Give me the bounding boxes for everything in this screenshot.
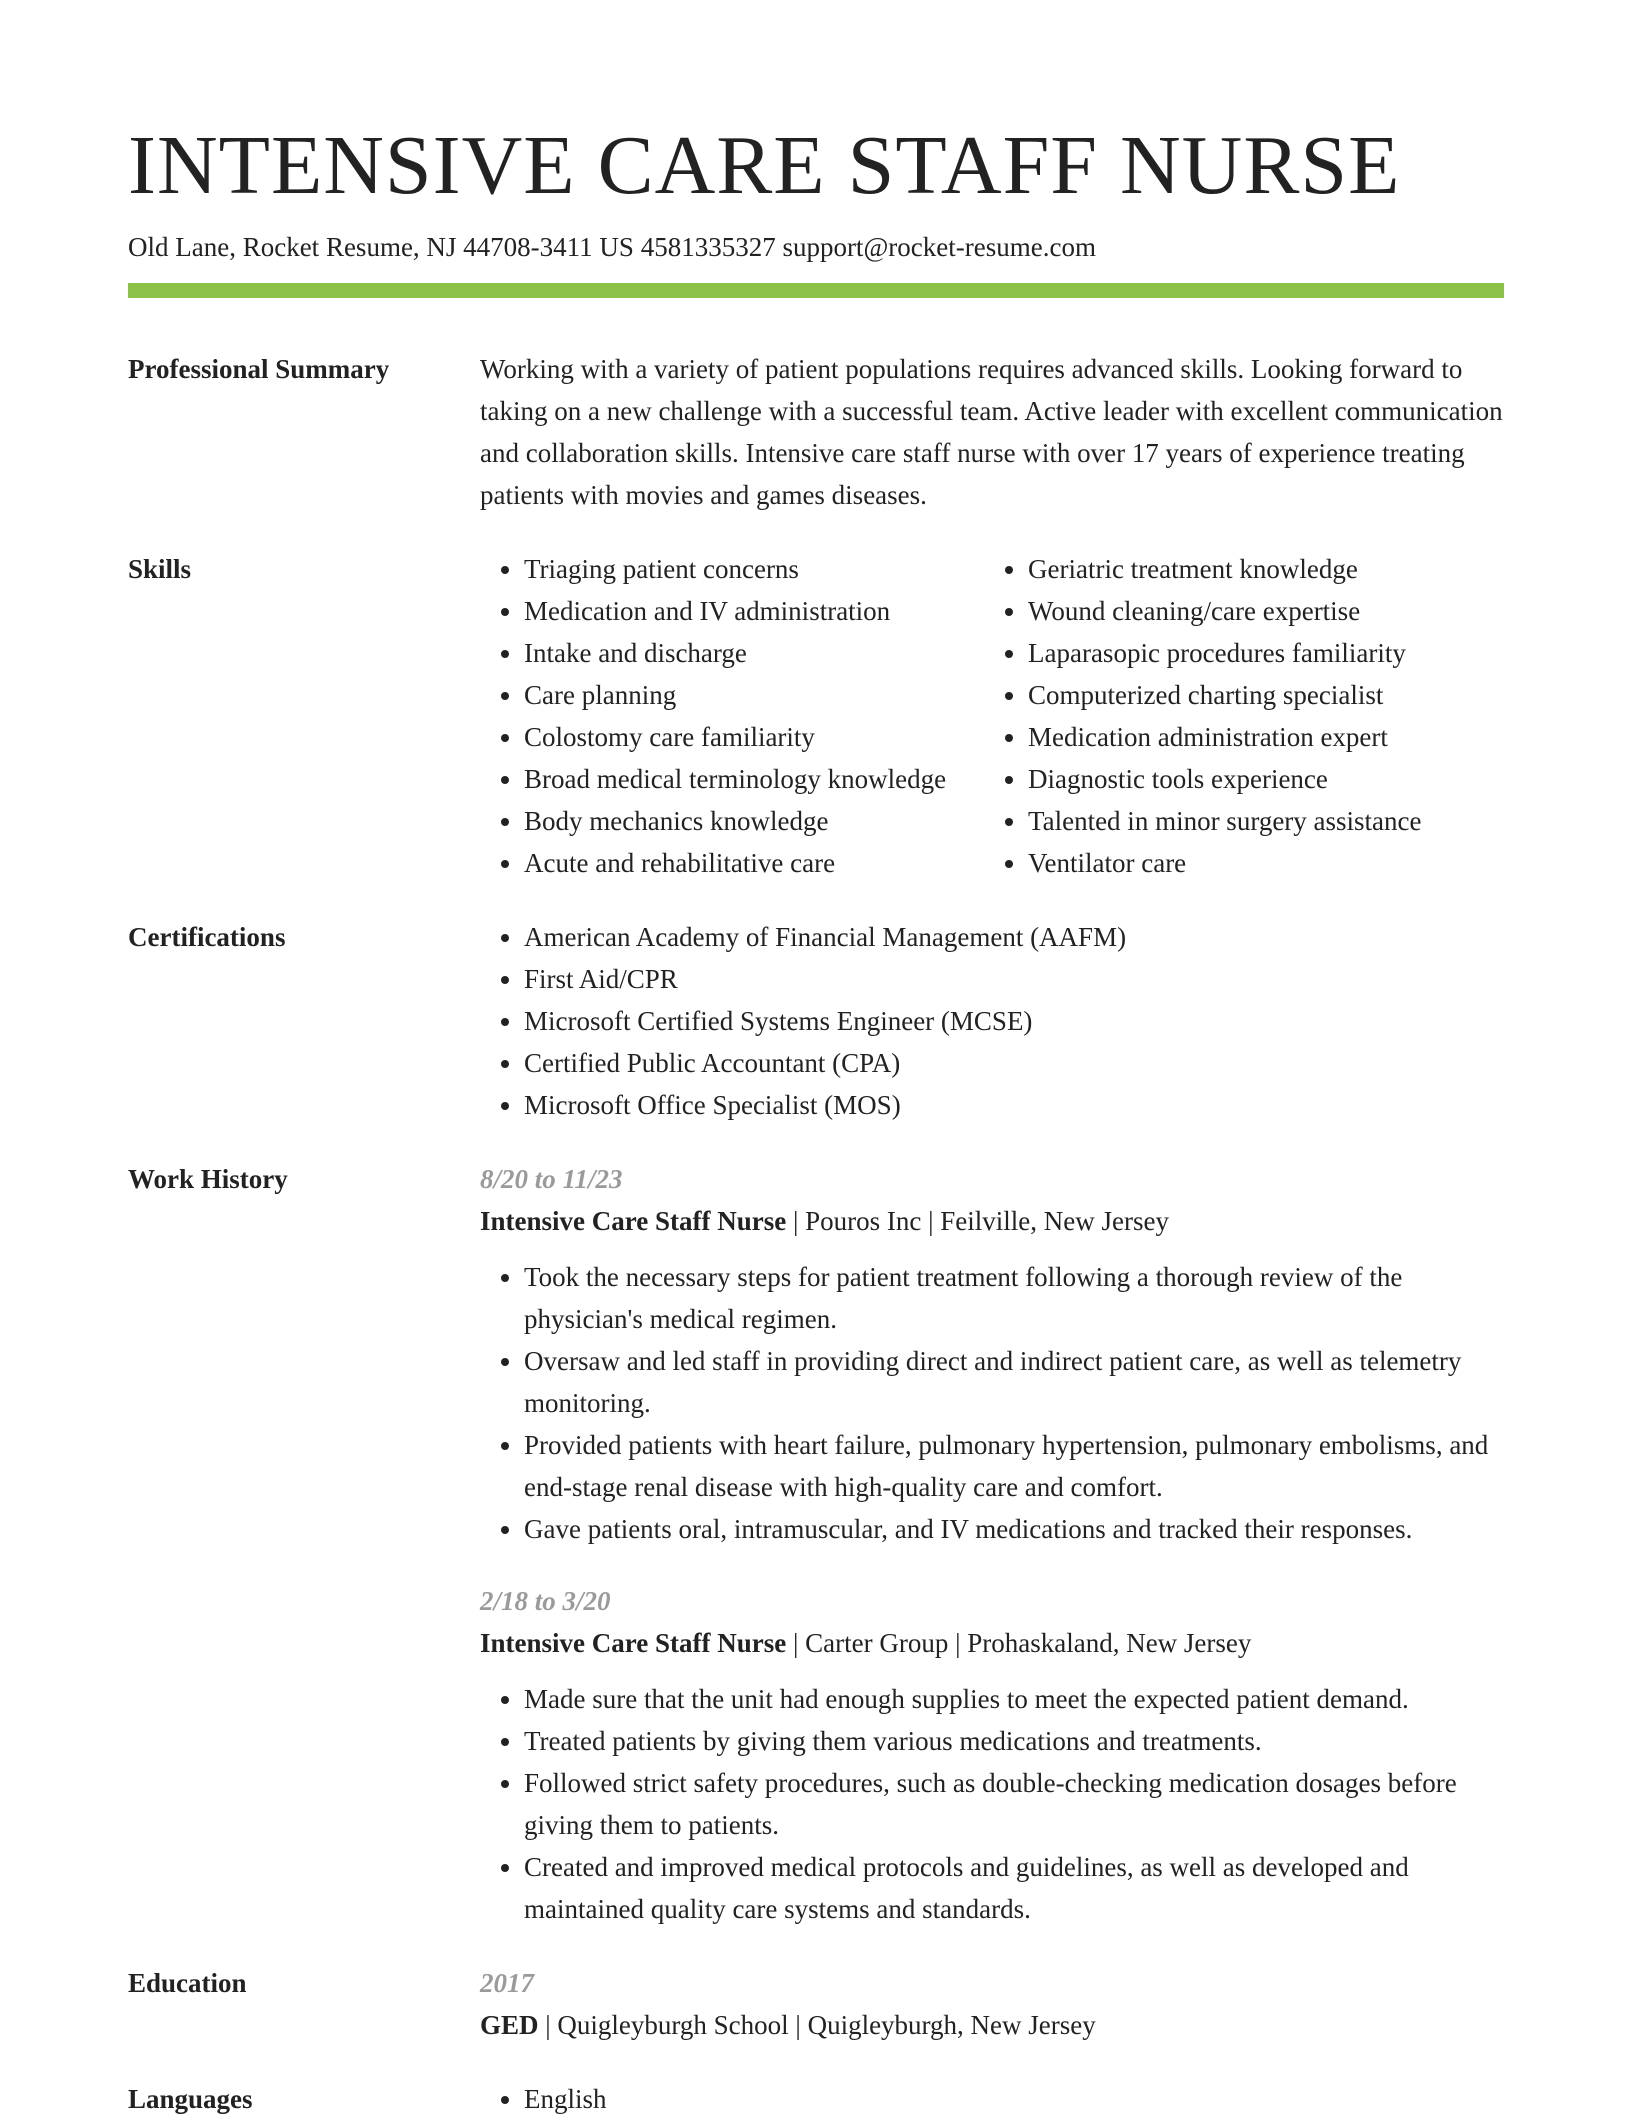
job-title-line xyxy=(480,1200,1504,1242)
job-bullet: • Created and improved medical protocols and guidelines, as well as developed and maintained quality care systems and standards. xyxy=(524,1846,1504,1930)
languages-section xyxy=(128,2078,1504,2120)
certification-item: • Microsoft Certified Systems Engineer (MCSE) xyxy=(524,1000,1504,1042)
certifications-heading: Certifications xyxy=(128,922,286,953)
job-title-line xyxy=(480,1622,1504,1664)
certification-item: • Certified Public Accountant (CPA) xyxy=(524,1042,1504,1084)
contact-line xyxy=(128,230,1504,265)
skills-heading: Skills xyxy=(128,554,192,585)
job-bullet: • Took the necessary steps for patient treatment following a thorough review of the physician's medical regimen. xyxy=(524,1256,1504,1340)
skill-item: • Geriatric treatment knowledge xyxy=(1028,548,1488,590)
skill-item: • Medication administration expert xyxy=(1028,716,1488,758)
job-bullet: • Oversaw and led staff in providing direct and indirect patient care, as well as telemetry monitoring. xyxy=(524,1340,1504,1424)
skills-section xyxy=(128,548,1504,884)
languages-list xyxy=(480,2078,1504,2120)
education-details: | Quigleyburgh School | Quigleyburgh, New Jersey xyxy=(538,2010,1096,2041)
job-entry xyxy=(480,1158,1504,1550)
education-degree: GED xyxy=(480,2010,539,2041)
skill-item: • Wound cleaning/care expertise xyxy=(1028,590,1488,632)
job-role: Intensive Care Staff Nurse xyxy=(480,1628,787,1659)
skill-item: • Diagnostic tools experience xyxy=(1028,758,1488,800)
job-dates: 8/20 to 11/23 xyxy=(480,1164,623,1195)
job-bullets xyxy=(480,1678,1504,1930)
job-details: | Pouros Inc | Feilville, New Jersey xyxy=(786,1206,1169,1237)
skill-item: • Computerized charting specialist xyxy=(1028,674,1488,716)
skill-item: • Acute and rehabilitative care xyxy=(524,842,984,884)
job-bullet: • Followed strict safety procedures, such as double-checking medication dosages before giving them to patients. xyxy=(524,1762,1504,1846)
skill-item: • Care planning xyxy=(524,674,984,716)
skill-item: • Talented in minor surgery assistance xyxy=(1028,800,1488,842)
skill-item: • Colostomy care familiarity xyxy=(524,716,984,758)
certification-item: • Microsoft Office Specialist (MOS) xyxy=(524,1084,1504,1126)
job-bullet: • Gave patients oral, intramuscular, and IV medications and tracked their responses. xyxy=(524,1508,1504,1550)
skill-item: • Laparasopic procedures familiarity xyxy=(1028,632,1488,674)
certification-item: • First Aid/CPR xyxy=(524,958,1504,1000)
header-divider xyxy=(128,283,1504,298)
summary-section xyxy=(128,348,1504,516)
languages-heading: Languages xyxy=(128,2084,253,2115)
certifications-list xyxy=(480,916,1504,1126)
skill-item: • Intake and discharge xyxy=(524,632,984,674)
job-bullet: • Provided patients with heart failure, pulmonary hypertension, pulmonary embolisms, and end-stage renal disease with high-quality care and comfort. xyxy=(524,1424,1504,1508)
language-item: • English xyxy=(524,2078,1504,2120)
job-role: Intensive Care Staff Nurse xyxy=(480,1206,787,1237)
contact-phone: 4581335327 xyxy=(640,232,776,263)
job-entry xyxy=(480,1580,1504,1930)
work-history-heading: Work History xyxy=(128,1164,288,1195)
skills-list-right xyxy=(984,548,1488,884)
job-dates: 2/18 to 3/20 xyxy=(480,1586,611,1617)
education-line xyxy=(480,2004,1504,2046)
resume-title: INTENSIVE CARE STAFF NURSE xyxy=(128,119,1401,212)
job-bullet: • Treated patients by giving them various medications and treatments. xyxy=(524,1720,1504,1762)
contact-address: Old Lane, Rocket Resume, NJ 44708-3411 US xyxy=(128,232,634,263)
job-bullet: • Made sure that the unit had enough supplies to meet the expected patient demand. xyxy=(524,1678,1504,1720)
job-details: | Carter Group | Prohaskaland, New Jersey xyxy=(786,1628,1252,1659)
skill-item: • Body mechanics knowledge xyxy=(524,800,984,842)
resume-page xyxy=(128,120,1504,2120)
education-year: 2017 xyxy=(480,1968,534,1999)
skills-list-left xyxy=(480,548,984,884)
summary-text: Working with a variety of patient populations requires advanced skills. Looking forward to taking on a new challenge with a successful team. Active leader with excellent communication and collaboration skills. Intensive care staff nurse with over 17 years of experience treating patients with movies and games diseases. xyxy=(480,354,1503,511)
work-history-section xyxy=(128,1158,1504,1930)
education-heading: Education xyxy=(128,1968,247,1999)
skill-item: • Triaging patient concerns xyxy=(524,548,984,590)
skill-item: • Ventilator care xyxy=(1028,842,1488,884)
summary-heading: Professional Summary xyxy=(128,354,390,385)
certification-item: • American Academy of Financial Management (AAFM) xyxy=(524,916,1504,958)
job-bullets xyxy=(480,1256,1504,1550)
education-section xyxy=(128,1962,1504,2046)
skill-item: • Broad medical terminology knowledge xyxy=(524,758,984,800)
contact-email[interactable]: support@rocket-resume.com xyxy=(782,232,1096,263)
certifications-section xyxy=(128,916,1504,1126)
skill-item: • Medication and IV administration xyxy=(524,590,984,632)
